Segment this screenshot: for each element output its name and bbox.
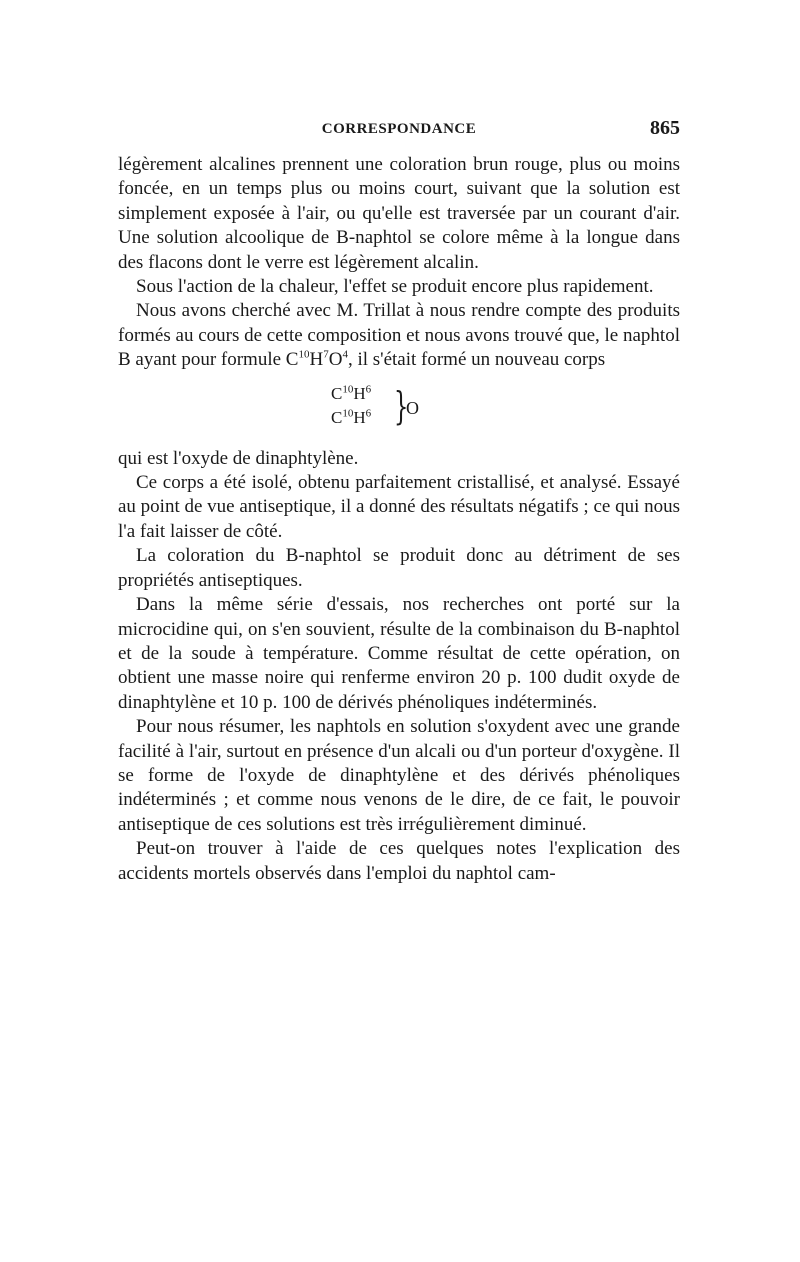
formula-superscript: 7: [323, 348, 329, 361]
paragraph-3: [118, 299, 680, 372]
formula-superscript: 10: [342, 407, 354, 419]
paragraph-5: Ce corps a été isolé, obtenu parfaitement cristallisé, et analysé. Essayé au point de vue antiseptique, il a donné des résultats négatifs ; ce qui nous l'a fait laisser de côté.: [118, 472, 680, 542]
paragraph-6: La coloration du B-naphtol se produit donc au détriment de ses propriétés antiseptiques.: [118, 545, 680, 591]
paragraph-3-text-a: Nous avons cherché avec M. Trillat à nous rendre compte des produits formés au cours de cette composition et nous avons trouvé que, le naphtol B ayant pour formule C: [118, 300, 680, 371]
paragraph-3-text-b: H: [309, 349, 324, 371]
running-head: CORRESPONDANCE: [321, 121, 477, 137]
formula-superscript: 10: [298, 348, 310, 361]
chemical-formula: [331, 380, 680, 438]
page-number: 865: [650, 117, 680, 139]
formula-brace: }: [393, 383, 409, 428]
paragraph-4: qui est l'oxyde de dinaphtylène.: [118, 447, 359, 469]
body-text: [118, 153, 680, 886]
paragraph-1: légèrement alcalines prennent une coloration brun rouge, plus ou moins foncée, en un temps plus ou moins court, suivant que la solution est simplement exposée à l'air, ou qu'elle est traversée par un courant d'air. Une solution alcoolique de B-naphtol se colore même à la longue dans des flacons dont le verre est légèrement alcalin.: [118, 154, 680, 273]
formula-superscript: 10: [342, 383, 354, 395]
paragraph-3-text-d: , il s'était formé un nouveau corps: [347, 349, 606, 371]
formula-element: H: [353, 407, 366, 427]
formula-element: C: [331, 383, 343, 403]
formula-superscript: 4: [342, 348, 348, 361]
formula-line-2: [331, 406, 371, 430]
formula-oxygen: O: [406, 397, 419, 418]
formula-superscript: 6: [365, 407, 372, 419]
formula-line-1: [331, 382, 371, 406]
paragraph-9: Peut-on trouver à l'aide de ces quelques notes l'explication des accidents mortels observés dans l'emploi du naphtol cam-: [118, 838, 680, 884]
paragraph-7: Dans la même série d'essais, nos recherches ont porté sur la microcidine qui, on s'en souvient, résulte de la combinaison du B-naphtol et de la soude à température. Comme résultat de cette opération, on obtient une masse noire qui renferme environ 20 p. 100 dudit oxyde de dinaphtylène et 10 p. 100 de dérivés phénoliques indéterminés.: [118, 594, 680, 713]
paragraph-8: Pour nous résumer, les naphtols en solution s'oxydent avec une grande facilité à l'air, surtout en présence d'un alcali ou d'un porteur d'oxygène. Il se forme de l'oxyde de dinaphtylène et des dérivés phénoliques indéterminés ; et comme nous venons de le dire, de ce fait, le pouvoir antiseptique de ces solutions est très irrégulièrement diminué.: [118, 716, 680, 835]
paragraph-3-text-c: O: [328, 349, 343, 371]
page-header: [118, 115, 680, 145]
formula-element: C: [331, 407, 343, 427]
paragraph-2: Sous l'action de la chaleur, l'effet se produit encore plus rapidement.: [136, 276, 654, 298]
formula-superscript: 6: [365, 383, 372, 395]
formula-element: H: [353, 383, 366, 403]
